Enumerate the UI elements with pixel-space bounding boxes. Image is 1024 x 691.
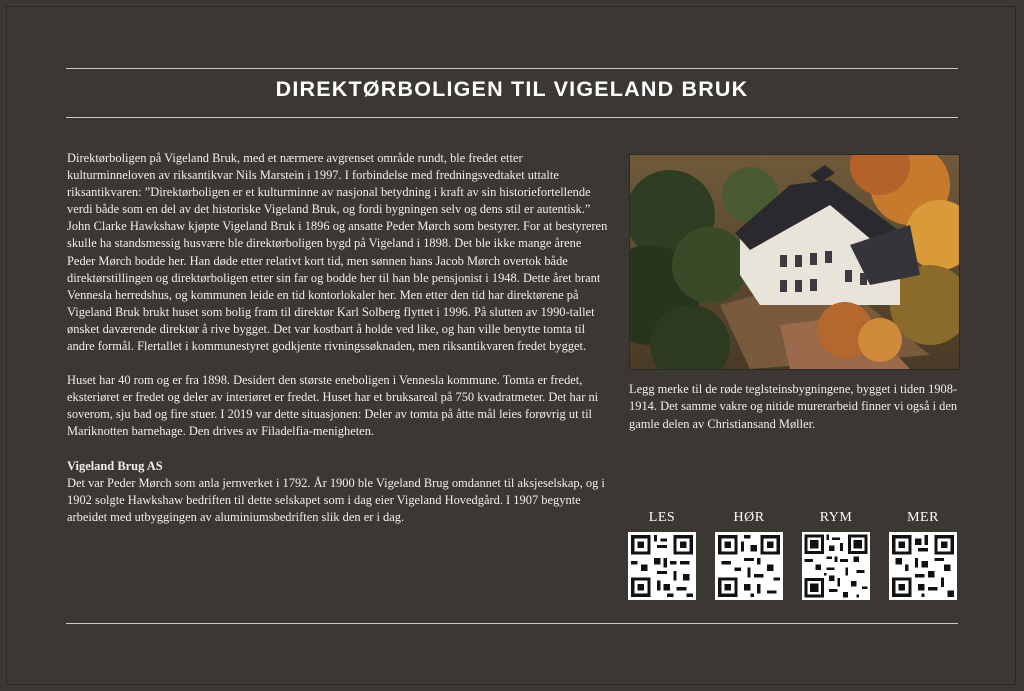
- qr-code-hor-icon[interactable]: [715, 532, 783, 600]
- page-title: DIREKTØRBOLIGEN TIL VIGELAND BRUK: [275, 77, 749, 101]
- section-heading: Vigeland Brug AS: [67, 458, 163, 473]
- qr-rym[interactable]: [801, 510, 871, 600]
- qr-label-les: LES: [648, 510, 676, 525]
- qr-les[interactable]: [627, 510, 697, 600]
- section-vigeland-brug: [67, 458, 612, 526]
- qr-label-rym: RYM: [819, 510, 853, 525]
- section-text: Det var Peder Mørch som anla jernverket i 1792. År 1900 ble Vigeland Brug omdannet til aksjeselskap, og i 1902 solgte Hawkshaw bedriften til dette selskapet som i dag eier Vigeland Hovedgård. I 1907 begynte arbeidet med utbyggingen av aluminiumsbedriften slik den er i dag.: [67, 475, 605, 524]
- qr-label-hor: HØR: [733, 510, 765, 525]
- qr-code-rym-icon[interactable]: [802, 532, 870, 600]
- qr-mer[interactable]: [888, 510, 958, 600]
- paragraph-history: Direktørboligen på Vigeland Bruk, med et nærmere avgrenset område rundt, ble fredet etter kulturminneloven av riksantikvar Nils Marstein i 1997. I forbindelse med fredningsvedtaket uttalte riksantikvaren: ”Direktørboligen er et kulturminne av nasjonal betydning i kraft av sin historiefortellende verdi både som en del av det historiske Vigeland Bruk, og fordi bygningen selv og dens stil er autentisk.” John Clarke Hawkshaw kjøpte Vigeland Bruk i 1896 og ansatte Peder Mørch som bestyrer. For at bestyreren skulle ha standsmessig husvære ble direktørboligen bygd på Vigeland i 1898. Det ble ikke mange årene Peder Mørch bodde her. Han døde etter relativt kort tid, men sønnen hans Jacob Mørch overtok både direktørstillingen og direktørboligen etter sin far og bodde her til han ble pensjonist i 1948. Dette året brant Vennesla herredshus, og kommunen leide en tid kontorlokaler her. Men etter den tid har direktørene på Vigeland Bruk brukt huset som bolig fram til direktør Karl Solberg flyttet i 1996. På slutten av 1990-tallet ønsket daværende direktør å rive bygget. Det var kostbart å holde ved like, og han ville benytte tomta til andre formål. Flertallet i kommunestyret godkjente rivningssøknaden, men riksantikvaren fredet bygget.: [67, 151, 608, 354]
- qr-code-les-icon[interactable]: [628, 532, 696, 600]
- qr-hor[interactable]: [714, 510, 784, 600]
- top-rule: [66, 68, 958, 69]
- main-text-column: [67, 150, 612, 526]
- aerial-photo: [629, 154, 960, 370]
- title-rule: [66, 117, 958, 118]
- qr-code-mer-icon[interactable]: [889, 532, 957, 600]
- photo-caption: Legg merke til de røde teglsteinsbygningene, bygget i tiden 1908-1914. Det samme vakre og nitide murerarbeid finner vi også i den gamle delen av Christiansand Møller.: [629, 382, 958, 431]
- qr-label-mer: MER: [907, 510, 939, 525]
- bottom-rule: [66, 623, 958, 624]
- paragraph-house-facts: Huset har 40 rom og er fra 1898. Desidert den største eneboligen i Vennesla kommune. Tomta er fredet, eksteriøret er fredet og deler av interiøret er fredet. Huset har et bruksareal på 750 kvadratmeter. Det har ni soverom, sju bad og fire stuer. I 2019 var dette situasjonen: Deler av tomta på åtte mål leies forøvrig ut til Mariknotten barnehage. Den drives av Filadelfia-menigheten.: [67, 373, 599, 439]
